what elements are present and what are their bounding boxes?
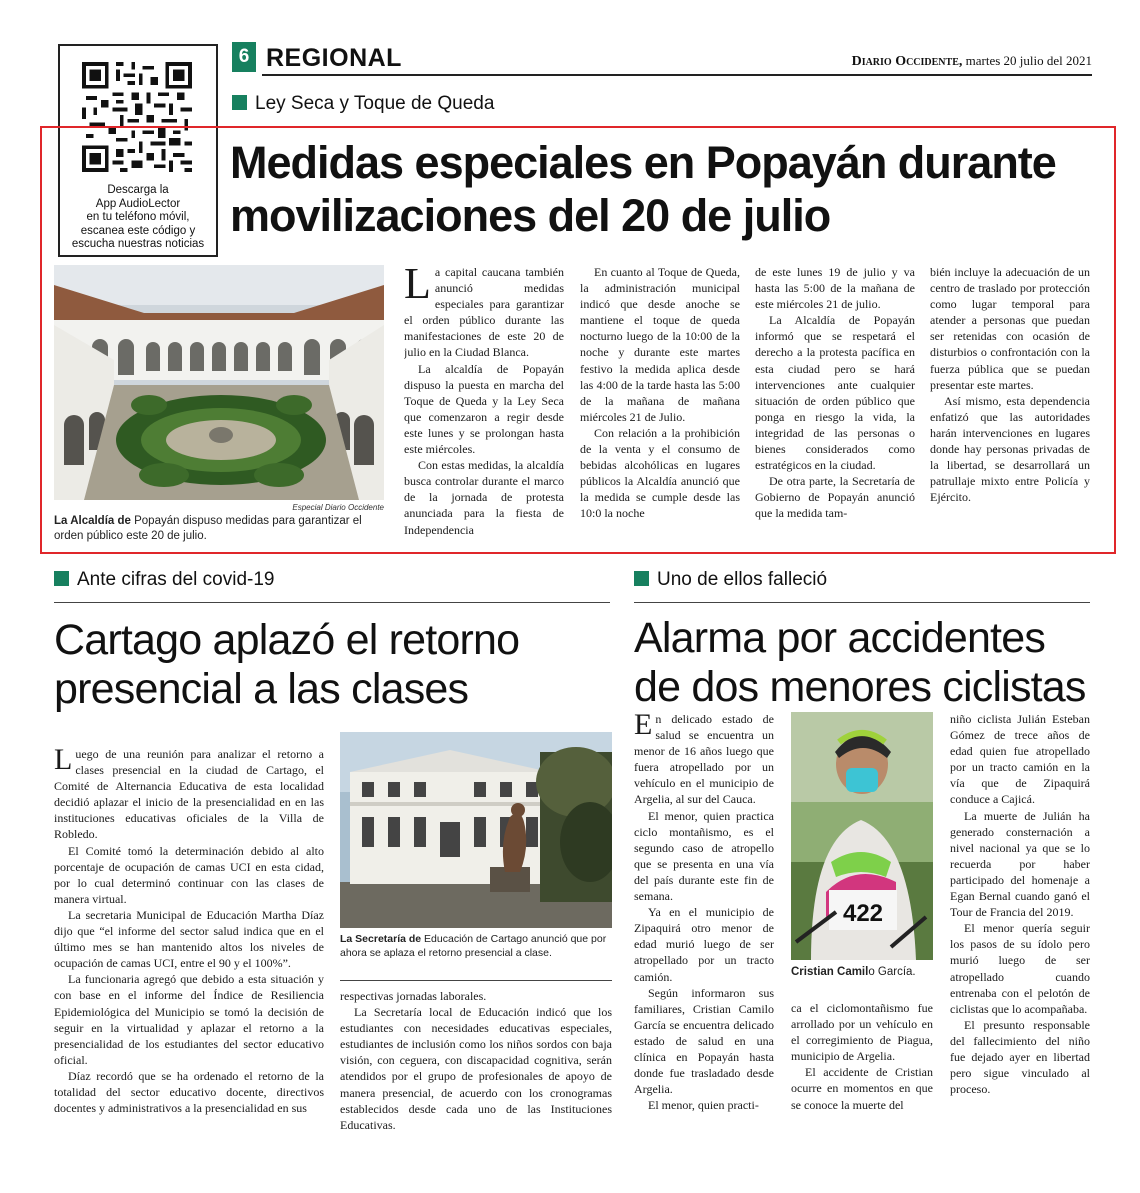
paragraph: a capital caucana también anunció medidas especiales para garantizar el orden público durante las manifestaciones de este 20 de julio en la Ciudad Blanca. [404,265,564,360]
paragraph: La alcaldía de Popayán dispuso la puesta en marcha del Toque de Queda y la Ley Seca que comenzaron a regir desde este lunes y se prolongan hasta este miércoles. [404,361,564,457]
story3-photo-caption [791,965,933,980]
qr-code-image [82,62,192,172]
kicker-text: Ley Seca y Toque de Queda [255,93,495,114]
paragraph: El Comité tomó la determinación debido al alto porcentaje de ocupación de camas UCI en esta cidad, por lo cual determinó continuar con las clases de manera virtual. [54,843,324,906]
paragraph: La muerte de Julián ha generado consternación a nivel nacional ya que se lo recuerda por haber participado del homenaje a Egan Bernal cuando ganó el Tour de Francia del 2019. [950,808,1090,920]
kicker-square-icon [54,571,69,586]
paragraph: bién incluye la adecuación de un centro de traslado por protección como lugar temporal para atender a personas que puedan ser retenidas con ocasión de disturbios o confrontación con la fuerza pública que se puedan presentar este martes. [930,265,1090,392]
kicker-square-icon [634,571,649,586]
story1-photo-courtyard [54,265,384,500]
story1-headline: Medidas especiales en Popayán durante movilizaciones del 20 de julio [230,137,1056,241]
story3-kicker [634,569,827,591]
story1-photo-caption [54,514,386,544]
story2-kicker [54,569,275,591]
dropcap: E [634,711,653,741]
masthead [852,53,1092,70]
paragraph: Con relación a la prohibición de la venta y el consumo de bebidas alcohólicas en lugares públicos la Alcaldía anunció que la medida se cumple desde las 10:0 la noche [580,425,740,521]
paragraph: El menor, quien practi- [648,1098,759,1113]
qr-caption-line: escanea este código y [80,224,196,237]
story3-column-1 [634,711,774,1146]
story1-column-4 [930,264,1090,553]
paragraph: De otra parte, la Secretaría de Gobierno de Popayán anunció que la medida tam- [755,474,915,521]
paragraph: Así mismo, esta dependencia enfatizó que las autoridades harán intervenciones en lugares donde hay personas privadas de la libertad, se desarrollará un patrullaje mixto entre Policía y Ejército. [930,393,1090,505]
paragraph: El accidente de Cristian ocurre en momentos en que se conoce la muerte del [791,1065,933,1112]
caption-text: o García. [868,966,916,978]
story1-column-2 [580,264,740,553]
paragraph: Con estas medidas, la alcaldía busca controlar durante el marco de la jornada de protesta anunciada para la fiesta de Independencia [404,458,564,537]
story1-column-1 [404,264,564,553]
header-divider [262,74,1092,76]
dropcap: L [404,264,431,308]
paragraph: Ya en el municipio de Zipaquirá otro menor de edad murió luego de ser atropellado por un tracto camión. [634,905,774,984]
story2-headline: Cartago aplazó el retorno presencial a las clases [54,616,520,713]
qr-caption-line: App AudioLector [95,197,181,210]
dropcap: L [54,746,73,776]
paragraph: La Secretaría local de Educación indicó que los estudiantes con necesidades educativas especiales, estudiantes de inclusión como los niños sordos con baja visión, con ceguera, con discapacidad cognitiva, serán atendidos por el grupo de profesionales de apoyo de manera presencial, de acuerdo con los cronogramas establecidos desde cada uno de las Instituciones Educativas. [340,1005,612,1132]
kicker-text: Ante cifras del covid-19 [77,569,275,590]
qr-caption-line: Descarga la [107,184,169,196]
story2-caption-divider [340,980,612,981]
bib-number: 422 [842,900,884,927]
paragraph: Díaz recordó que se ha ordenado el retorno de la totalidad del sector educativo docente, directivos docentes y administrativos a la presencialidad en sus [54,1068,324,1116]
kicker-square-icon [232,95,247,110]
paragraph: En cuanto al Toque de Queda, la administración municipal indicó que desde anoche se mantiene el toque de queda nocturno luego de la 10:00 de la noche y durante este martes festivo la medida aplica desde las 4:00 de la tarde hasta las 5:00 de la mañana de mañana miércoles 21 de Julio. [580,265,740,424]
qr-caption-line: escucha nuestras noticias [71,238,205,250]
story1-photo-credit: Especial Diario Occidente [292,503,384,512]
story3-photo-cyclist [791,712,933,960]
paragraph: de este lunes 19 de julio y va hasta las 5:00 de la mañana de este miércoles 21 de julio. [755,265,915,312]
paragraph: n delicado estado de salud se encuentra un menor de 16 años luego que fuera atropellado por un vehículo en el municipio de Argelia, al sur del Cauca. [634,712,774,807]
story3-column-3 [950,711,1090,1146]
section-title: REGIONAL [266,44,402,72]
qr-caption [64,184,212,252]
paragraph: uego de una reunión para analizar el retorno a clases presencial en la ciudad de Cartago, el Comité de Alternancia Educativa de esta localidad decidió aplazar el inicio de la presencialidad en en las instituciones educativas oficiales de la Villa de Robledo. [54,747,324,842]
caption-lead: La Alcaldía de [54,515,131,527]
paragraph: ca el ciclomontañismo fue arrollado por un vehículo en el corregimiento de Piagua, municipio de Argelia. [791,1001,933,1064]
issue-date: martes 20 julio del 2021 [965,53,1092,68]
story2-column-1 [54,746,324,1146]
story1-column-3 [755,264,915,553]
caption-lead: La Secretaría de [340,933,422,945]
caption-text: Educación de Cartago anunció que por ahora se aplaza el retorno presencial a clase. [340,933,607,959]
paragraph: El presunto responsable del fallecimiento del niño fue dejado ayer en libertad pero sigue vinculado al proceso. [950,1017,1090,1097]
paragraph: La secretaria Municipal de Educación Martha Díaz dijo que “el informe del sector salud indica que en el último mes se han mantenido altos los niveles de ocupación de camas UCI, entre el 90 y el 100%”. [54,907,324,971]
kicker-text: Uno de ellos falleció [657,569,828,590]
story3-headline: Alarma por accidentes de dos menores ciclistas [634,614,1086,711]
paragraph: Según informaron sus familiares, Cristian Camilo García se encuentra delicado estado de salud en una clínica en Popayán hasta donde fue trasladado desde Argelia. [634,985,774,1097]
paragraph: La funcionaria agregó que debido a esta situación y con base en el informe del Índice de Resiliencia Epidemiológica del Municipio se tomó la decisión de seguir en la virtualidad y aplazar el retorno a la presencialidad de los estudiantes del sector educativo oficial. [54,972,324,1067]
qr-caption-line: en tu teléfono móvil, [86,211,190,223]
paragraph: niño ciclista Julián Esteban Gómez de trece años de edad quien fue atropellado por un tracto camión en la vía que de Zipaquirá conduce a Cajicá. [950,712,1090,807]
story1-kicker [232,93,494,115]
caption-text: Popayán dispuso medidas para garantizar el orden público este 20 de julio. [54,515,362,542]
paragraph: El menor, quien practica ciclo montañismo, es el segundo caso de atropello que se presenta en una vía del país durante este fin de semana. [634,808,774,904]
paragraph: respectivas jornadas laborales. [340,989,487,1003]
story2-column-2 [340,988,612,1146]
story2-photo-school-building [340,732,612,928]
paragraph: La Alcaldía de Popayán informó que se respetará el derecho a la protesta pacífica en esta ciudad pero se hará intervenciones ante cualquier situación de orden público que ponga en riesgo la vida, la integridad de las personas o bienes considerados como estratégicos en la ciudad. [755,313,915,473]
story2-divider [54,602,610,603]
story2-photo-caption [340,933,612,960]
caption-lead: Cristian Camil [791,966,869,978]
paper-name: Diario Occidente, [851,54,963,69]
story3-divider [634,602,1090,603]
paragraph: El menor quería seguir los pasos de su ídolo pero murió luego de ser atropellado cuando entrenaba con el pelotón de ciclistas que lo acompañaba. [950,921,1090,1016]
story3-column-2 [791,1000,933,1146]
qr-promo-box [58,44,218,257]
page-number: 6 [232,42,256,72]
